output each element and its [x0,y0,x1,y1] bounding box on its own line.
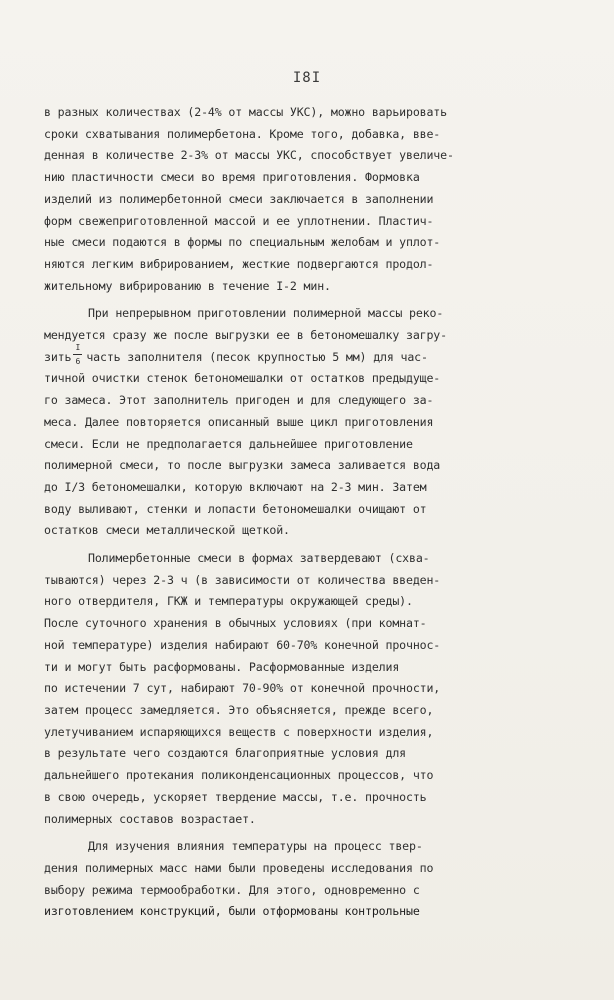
fraction-numerator: I [75,342,81,352]
text-line: денная в количестве 2-3% от массы УКС, способствует увеличе- [44,148,454,163]
text-line: ти и могут быть расформованы. Расформованные изделия [44,659,400,674]
text-line: Для изучения влияния температуры на процесс твер- [88,839,423,854]
text-line: тичной очистки стенок бетономешалки от остатков предыдуще- [44,371,441,386]
text-line: улетучиванием испаряющихся веществ с поверхности изделия, [44,724,434,739]
text-line: затем процесс замедляется. Это объясняется, прежде всего, [44,702,434,717]
text-line: в разных количествах (2-4% от массы УКС), можно варьировать [44,105,447,119]
text-line: При непрерывном приготовлении полимерной массы реко- [88,306,444,321]
text-line: го замеса. Этот заполнитель пригоден и для следующего за- [44,393,434,408]
text-fragment: часть заполнителя (песок крупностью 5 мм) для час- [86,349,428,364]
text-line: После суточного хранения в обычных условиях (при комнат- [44,616,427,631]
text-line: няются легким вибрированием, жесткие подвергаются продол- [44,256,434,271]
text-line: меса. Далее повторяется описанный выше цикл приготовления [44,414,434,429]
text-line: ной температуре) изделия набирают 60-70% конечной прочнос- [44,637,441,652]
text-line: остатков смеси металлической щеткой. [44,523,290,538]
text-line: мендуется сразу же после выгрузки ее в бетономешалку загру- [44,328,447,343]
text-line: в свою очередь, ускоряет твердение массы, т.е. прочность [44,789,427,804]
text-line: полимерных составов возрастает. [44,811,256,826]
text-line: до I/3 бетономешалки, которую включают на 2-3 мин. Затем [44,479,427,494]
text-line: сроки схватывания полимербетона. Кроме того, добавка, вве- [44,126,441,141]
text-line-with-fraction [44,342,564,369]
text-line: воду выливают, стенки и лопасти бетономешалки очищают от [44,501,427,516]
text-line: изделий из полимербетонной смеси заключается в заполнении [44,191,434,206]
text-line: выбору режима термообработки. Для этого, одновременно с [44,882,420,897]
text-line: тываются) через 2-3 ч (в зависимости от количества введен- [44,572,441,587]
fraction-denominator: 6 [75,356,81,366]
text-line: в результате чего создаются благоприятные условия для [44,746,406,761]
text-line: ного отвердителя, ГКЖ и температуры окружающей среды). [44,594,413,609]
text-line: полимерной смеси, то после выгрузки замеса заливается вода [44,458,441,473]
text-line: изготовлением конструкций, были отформованы контрольные [44,904,420,919]
text-line: дальнейшего протекания поликонденсационных процессов, что [44,768,434,783]
fraction-bar [73,354,82,355]
text-line: смеси. Если не предполагается дальнейшее приготовление [44,436,413,451]
text-line: ные смеси подаются в формы по специальным желобам и уплот- [44,235,441,250]
text-line: по истечении 7 сут, набирают 70-90% от конечной прочности, [44,681,441,696]
text-line: жительному вибрированию в течение I-2 мин. [44,278,331,293]
text-line: нию пластичности смеси во время приготовления. Формовка [44,170,420,185]
page-number: I8I [292,70,322,86]
text-fragment: зить [44,349,72,364]
text-line: дения полимерных масс нами были проведены исследования по [44,860,434,875]
fraction [73,342,82,366]
text-line: форм свежеприготовленной массой и ее уплотнении. Пластич- [44,213,434,228]
body-text [44,102,564,923]
text-line: Полимербетонные смеси в формах затвердевают (схва- [88,551,430,566]
